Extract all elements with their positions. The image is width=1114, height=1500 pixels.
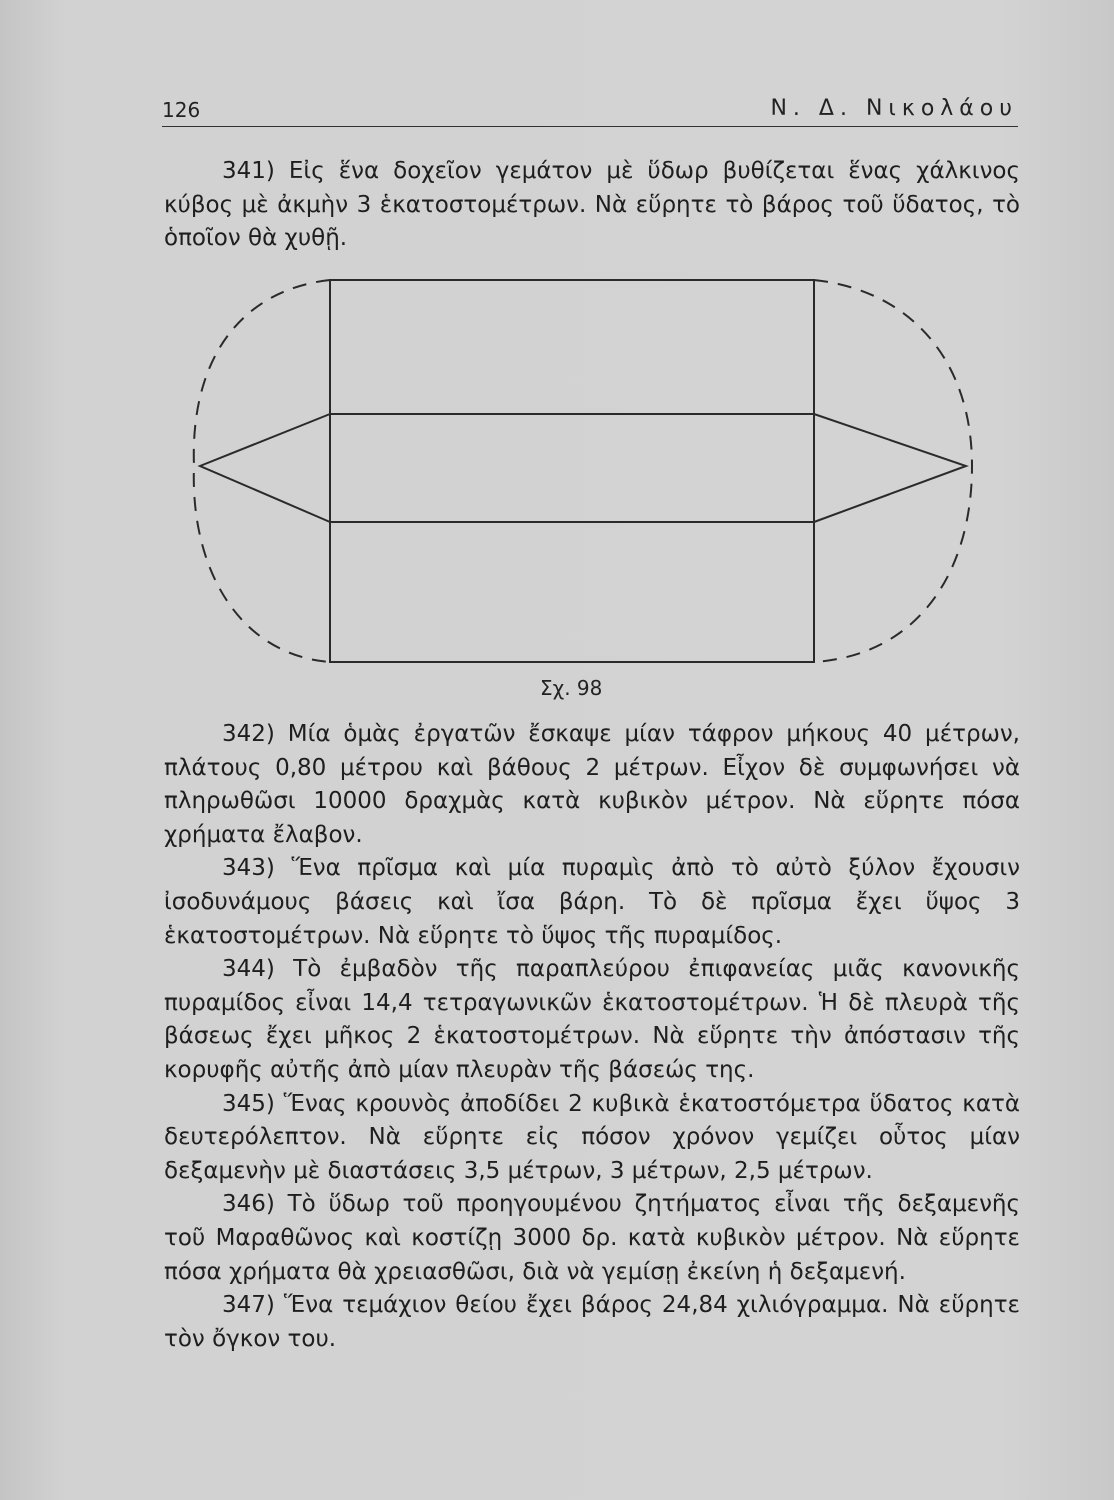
problems-342-347-block xyxy=(164,718,1020,1356)
bottom-face xyxy=(330,522,814,662)
problem-343: 343) Ἕνα πρῖσμα καὶ μία πυραμὶς ἀπὸ τὸ αὐτὸ ξύλον ἔχουσιν ἰσοδυνάμους βάσεις καὶ ἴσα βάρη. Τὸ δὲ πρῖσμα ἔχει ὕψος 3 ἑκατοστομέτρων. Νὰ εὕρητε τὸ ὕψος τῆς πυραμίδος. xyxy=(164,855,1020,949)
top-face xyxy=(330,280,814,414)
problem-345: 345) Ἕνας κρουνὸς ἀποδίδει 2 κυβικὰ ἑκατοστόμετρα ὕδατος κατὰ δευτερόλεπτον. Νὰ εὕρητε εἰς πόσον χρόνον γεμίζει οὗτος μίαν δεξαμενὴν μὲ διαστάσεις 3,5 μέτρων, 3 μέτρων, 2,5 μέτρων. xyxy=(164,1090,1020,1184)
running-head: Ν. Δ. Νικολάου xyxy=(770,96,1018,121)
page-number: 126 xyxy=(162,98,201,122)
right-triangle xyxy=(814,414,966,522)
problem-341-block xyxy=(164,155,1020,256)
problem-341: 341) Εἰς ἕνα δοχεῖον γεμάτον μὲ ὕδωρ βυθίζεται ἕνας χάλκινος κύβος μὲ ἀκμὴν 3 ἑκατοστομέτρων. Νὰ εὕρητε τὸ βάρος τοῦ ὕδατος, τὸ ὁποῖον θὰ χυθῇ. xyxy=(164,158,1020,251)
problem-346: 346) Τὸ ὕδωρ τοῦ προηγουμένου ζητήματος εἶναι τῆς δεξαμενῆς τοῦ Μαραθῶνος καὶ κοστίζῃ 3000 δρ. κατὰ κυβικὸν μέτρον. Νὰ εὕρητε πόσα χρήματα θὰ χρειασθῶσι, διὰ νὰ γεμίσῃ ἐκείνη ἡ δεξαμενή. xyxy=(164,1191,1020,1285)
problem-344: 344) Τὸ ἐμβαδὸν τῆς παραπλεύρου ἐπιφανείας μιᾶς κανονικῆς πυραμίδος εἶναι 14,4 τετραγωνικῶν ἑκατοστομέτρων. Ἡ δὲ πλευρὰ τῆς βάσεως ἔχει μῆκος 2 ἑκατοστομέτρων. Νὰ εὕρητε τὴν ἀπόστασιν τῆς κορυφῆς αὐτῆς ἀπὸ μίαν πλευρὰν τῆς βάσεώς της. xyxy=(164,956,1020,1083)
left-triangle xyxy=(200,414,330,522)
problem-342: 342) Μία ὁμὰς ἐργατῶν ἔσκαψε μίαν τάφρον μήκους 40 μέτρων, πλάτους 0,80 μέτρου καὶ βάθους 2 μέτρων. Εἶχον δὲ συμφωνήσει νὰ πληρωθῶσι 10000 δραχμὰς κατὰ κυβικὸν μέτρον. Νὰ εὕρητε πόσα χρήματα ἔλαβον. xyxy=(164,721,1020,848)
right-dashed-arc xyxy=(814,280,972,662)
figure-caption: Σχ. 98 xyxy=(540,676,603,700)
middle-face xyxy=(330,414,814,522)
page-header xyxy=(162,96,1018,127)
left-dashed-arc xyxy=(194,280,330,662)
problem-347: 347) Ἕνα τεμάχιον θείου ἔχει βάρος 24,84 χιλιόγραμμα. Νὰ εὕρητε τὸν ὄγκον του. xyxy=(164,1292,1020,1352)
figure-98-net-diagram xyxy=(180,270,1000,670)
